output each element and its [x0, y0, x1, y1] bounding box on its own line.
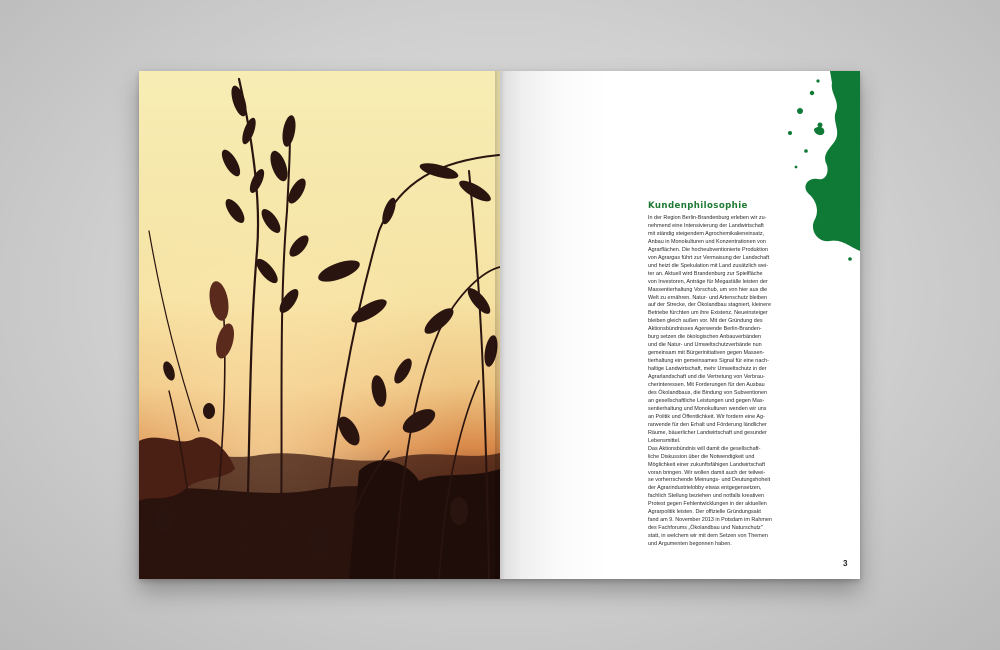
article-line: des Ökolandbaus, die Bindung von Subventionen: [648, 389, 768, 396]
article-body: [648, 215, 826, 549]
article-line: fachlich Stellung beziehen und notfalls kreativen: [648, 493, 765, 500]
article-line: und heizt die Spekulation mit Land zusätzlich wei-: [648, 262, 768, 269]
article-line: des Fachforums „Ökolandbau und Naturschutz": [648, 525, 763, 532]
right-page-text: [500, 71, 860, 579]
article-line: an gesellschaftliche Leistungen und gegen Mas-: [648, 397, 765, 404]
article-line: Anbau in Monokulturen und Konzentrationen von: [648, 238, 766, 245]
magazine-spread: [139, 71, 860, 579]
article-line: von Investoren, Anträge für Megaställe leisten der: [648, 278, 768, 285]
article-line: fand am 9. November 2013 in Potsdam im Rahmen: [648, 517, 772, 524]
article-line: In der Region Berlin-Brandenburg erleben wir zu-: [648, 215, 767, 221]
article-line: haltige Landwirtschaft, mehr Umweltschutz in der: [648, 366, 767, 373]
article-line: tierhaltung ein gemeinsames Signal für eine nach-: [648, 358, 769, 365]
article-line: rarwende für den Erhalt und Förderung ländlicher: [648, 421, 767, 428]
article-line: voran bringen. Wir wollen damit auch der teilwei-: [648, 469, 766, 476]
article-column: [648, 201, 826, 549]
article-line: Aktionsbündnisses Agerwende Berlin-Branden-: [648, 326, 762, 333]
article-line: Agrarpolitik leisten. Der offizielle Gründungsakt: [648, 509, 761, 516]
article-line: sentierhaltung und Monokulturen wenden wir uns: [648, 405, 767, 412]
article-line: Das Aktionsbündnis will damit die gesellschaft-: [648, 445, 761, 452]
article-line: Agrarlandschaft und die Vertretung von Verbrau-: [648, 374, 765, 381]
article-line: und die Natur- und Umweltschutzverbände nun: [648, 342, 762, 349]
article-line: Welt zu ernähren. Natur- und Artenschutz bleiben: [648, 294, 767, 301]
article-line: von Agrargas führt zur Vermaisung der Landschaft: [648, 254, 770, 261]
article-line: mit ständig steigendem Agrochemikalieneinsatz,: [648, 230, 765, 237]
article-line: Agrarflächen. Die hocheubventionierte Produktion: [648, 246, 769, 253]
article-line: se vorherrschende Meinungs- und Deutungshoheit: [648, 477, 771, 484]
article-line: nehmend eine Intensivierung der Landwirtschaft: [648, 222, 764, 229]
article-line: der Agrarindustrielobby etwas entgegensetzen,: [648, 485, 762, 492]
article-line: cherinteressen. Mit Forderungen für den Ausbau: [648, 382, 765, 389]
article-line: an Politik und Öffentlichkeit. Wir fordern eine Ag-: [648, 413, 765, 420]
grass-silhouette-image: [139, 71, 500, 579]
article-line: Möglichkeit einer zukunftsfähigen Landwirtschaft: [648, 461, 765, 468]
article-line: Protest gegen Fehlentwicklungen in der aktuellen: [648, 501, 767, 508]
article-line: Räume, bäuerlicher Landwirtschaft und gesunder: [648, 429, 767, 436]
article-line: liche Diskussion über die Notwendigkeit und: [648, 453, 755, 460]
article-heading: Kundenphilosophie: [648, 201, 748, 211]
article-line: statt, in welchem wir mit dem Setzen von Themen: [648, 533, 768, 540]
spine-shadow: [495, 71, 505, 579]
left-page-photo: [139, 71, 500, 579]
article-line: Betriebe fürchten um ihre Existenz, Neueinsteiger: [648, 310, 768, 317]
article-line: ter an. Aktuell wird Brandenburg zur Spielfläche: [648, 270, 763, 277]
article-line: Massentierhaltung Vorschub, um von hier aus die: [648, 286, 768, 293]
article-line: bleiben gleich außen vor. Mit der Gründung des: [648, 318, 763, 325]
article-line: auf der Strecke, der Ökolandbau stagniert, kleinere: [648, 302, 772, 309]
article-line: und Argumenten begonnen haben.: [648, 541, 732, 548]
article-line: Lebensmittel.: [648, 437, 681, 444]
article-line: gemeinsam mit Bürgerinitiativen gegen Massen-: [648, 350, 765, 357]
article-line: burg setzen die ökologischen Anbauverbänden: [648, 334, 762, 341]
page-number: 3: [843, 559, 848, 568]
